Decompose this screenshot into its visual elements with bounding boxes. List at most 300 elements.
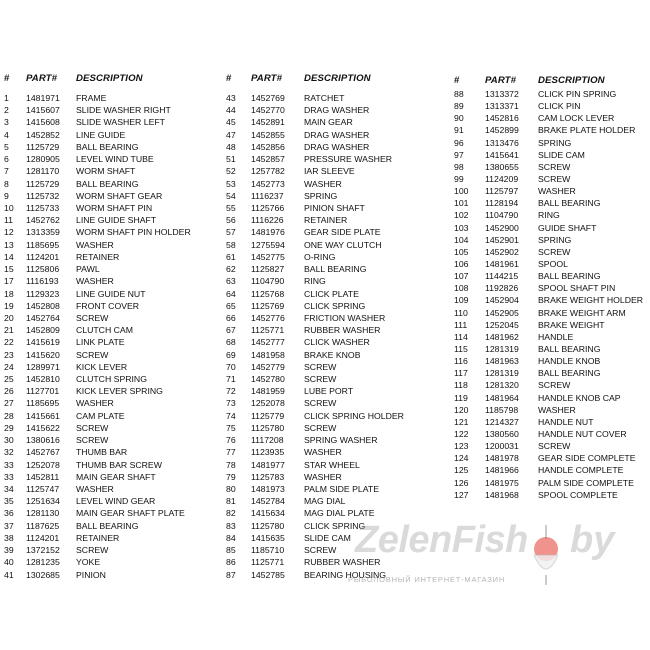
part-description: BALL BEARING <box>538 198 601 209</box>
part-number: 1124209 <box>485 173 519 184</box>
item-number: 114 <box>454 331 468 342</box>
part-description: HANDLE COMPLETE <box>538 465 624 476</box>
part-description: BALL BEARING <box>538 343 601 354</box>
item-number: 74 <box>226 410 236 421</box>
part-number: 1281320 <box>485 380 519 391</box>
part-description: SLIDE CAM <box>304 532 351 543</box>
part-description: HANDLE NUT <box>538 416 594 427</box>
parts-row <box>454 88 650 100</box>
part-number: 1275594 <box>251 239 285 250</box>
part-description: CLICK SPRING <box>304 300 366 311</box>
part-description: HANDLE NUT COVER <box>538 428 627 439</box>
parts-row <box>226 446 441 458</box>
part-number: 1415635 <box>251 532 285 543</box>
parts-row <box>4 459 219 471</box>
part-number: 1481958 <box>251 349 285 360</box>
parts-row <box>4 349 219 361</box>
part-number: 1125769 <box>251 300 285 311</box>
item-number: 8 <box>4 178 9 189</box>
parts-row <box>226 507 441 519</box>
part-number: 1129323 <box>26 288 60 299</box>
part-number: 1257782 <box>251 166 285 177</box>
parts-row <box>226 116 441 128</box>
column-header <box>454 74 650 88</box>
part-description: RETAINER <box>76 251 120 262</box>
item-number: 76 <box>226 435 236 446</box>
part-description: CLICK PLATE <box>304 288 359 299</box>
item-number: 1 <box>4 93 9 103</box>
item-number: 71 <box>226 374 236 385</box>
part-description: WASHER <box>538 186 576 197</box>
item-number: 110 <box>454 307 468 318</box>
part-description: O-RING <box>304 251 336 262</box>
part-description: FRONT COVER <box>76 300 140 311</box>
parts-row <box>454 367 650 379</box>
item-number: 70 <box>226 361 236 372</box>
part-description: CAM PLATE <box>76 410 125 421</box>
part-number: 1281170 <box>26 166 60 177</box>
part-number: 1116193 <box>26 276 59 287</box>
part-number: 1452905 <box>485 307 519 318</box>
item-number: 104 <box>454 234 469 245</box>
part-number: 1481971 <box>26 93 60 103</box>
item-number: 111 <box>454 319 468 330</box>
item-number: 115 <box>454 343 468 354</box>
parts-row <box>454 222 650 234</box>
parts-row <box>4 153 219 165</box>
part-number: 1452856 <box>251 141 285 152</box>
part-number: 1214327 <box>485 416 519 427</box>
item-number: 33 <box>4 471 14 482</box>
part-description: PALM SIDE PLATE <box>304 484 379 494</box>
part-description: RUBBER WASHER <box>304 557 381 568</box>
part-number: 1415608 <box>26 117 60 128</box>
part-number: 1281319 <box>485 343 519 354</box>
part-number: 1452900 <box>485 222 519 233</box>
parts-row <box>226 385 441 397</box>
part-number: 1452891 <box>251 117 285 128</box>
part-number: 1200031 <box>485 441 519 452</box>
parts-row <box>454 343 650 355</box>
item-number: 63 <box>226 276 236 287</box>
item-number: 26 <box>4 386 14 397</box>
parts-row <box>454 416 650 428</box>
part-description: SPRING WASHER <box>304 435 378 446</box>
part-number: 1104790 <box>251 276 285 287</box>
item-number: 29 <box>4 422 14 433</box>
part-description: SCREW <box>304 422 337 433</box>
part-number: 1313371 <box>485 101 519 112</box>
item-number: 103 <box>454 222 469 233</box>
part-description: PAWL <box>76 264 100 275</box>
part-description: MAIN GEAR SHAFT <box>76 471 156 482</box>
item-number: 98 <box>454 161 464 172</box>
part-number: 1452773 <box>251 178 285 189</box>
part-number: 1302685 <box>26 569 60 580</box>
parts-row <box>226 214 441 226</box>
item-number: 77 <box>226 447 236 458</box>
parts-column-2 <box>226 72 441 581</box>
part-description: MAG DIAL <box>304 496 346 507</box>
part-number: 1452764 <box>26 312 60 323</box>
item-number: 106 <box>454 258 469 269</box>
part-description: WASHER <box>538 404 576 415</box>
item-number: 122 <box>454 428 469 439</box>
item-number: 96 <box>454 137 464 148</box>
parts-row <box>226 556 441 568</box>
watermark-domain: by <box>570 519 615 561</box>
part-description: KICK LEVER <box>76 361 128 372</box>
part-description: ONE WAY CLUTCH <box>304 239 382 250</box>
part-number: 1452769 <box>251 93 285 103</box>
item-number: 21 <box>4 325 14 336</box>
column-header <box>226 72 441 86</box>
item-number: 3 <box>4 117 9 128</box>
parts-row <box>454 331 650 343</box>
part-number: 1452816 <box>485 113 519 124</box>
parts-row <box>454 100 650 112</box>
part-number: 1452785 <box>251 569 285 580</box>
part-number: 1125783 <box>251 471 285 482</box>
part-description: CLICK SPRING HOLDER <box>304 410 404 421</box>
parts-row <box>226 92 441 104</box>
parts-row <box>454 452 650 464</box>
parts-row <box>226 312 441 324</box>
watermark-tagline: РЫБОЛОВНЫЙ ИНТЕРНЕТ-МАГАЗИН <box>348 575 506 584</box>
item-number: 41 <box>4 569 14 580</box>
part-number: 1452780 <box>251 374 285 385</box>
item-number: 81 <box>226 496 236 507</box>
parts-row <box>226 104 441 116</box>
parts-row <box>4 263 219 275</box>
parts-row <box>454 112 650 124</box>
parts-row <box>454 161 650 173</box>
part-number: 1481961 <box>485 258 519 269</box>
part-number: 1116226 <box>251 215 284 226</box>
item-number: 28 <box>4 410 14 421</box>
item-number: 35 <box>4 496 14 507</box>
part-description: BALL BEARING <box>304 264 367 275</box>
item-number: 11 <box>4 215 14 226</box>
parts-row <box>454 440 650 452</box>
part-number: 1452770 <box>251 105 285 116</box>
parts-row <box>4 324 219 336</box>
part-number: 1192826 <box>485 283 519 294</box>
parts-row <box>454 489 650 501</box>
parts-row <box>226 153 441 165</box>
parts-row <box>226 324 441 336</box>
part-description: SCREW <box>538 246 571 257</box>
parts-row <box>454 294 650 306</box>
parts-row <box>4 92 219 104</box>
part-description: SLIDE WASHER LEFT <box>76 117 165 128</box>
item-number: 102 <box>454 210 469 221</box>
item-number: 91 <box>454 125 464 136</box>
parts-row <box>454 464 650 476</box>
parts-row <box>4 361 219 373</box>
header-description: DESCRIPTION <box>304 73 371 84</box>
part-number: 1127701 <box>26 386 60 397</box>
parts-row <box>4 385 219 397</box>
parts-row <box>4 239 219 251</box>
item-number: 40 <box>4 557 14 568</box>
item-number: 13 <box>4 239 14 250</box>
parts-column-3 <box>454 74 650 501</box>
part-description: SPOOL COMPLETE <box>538 489 618 500</box>
part-description: SPOOL <box>538 258 568 269</box>
parts-row <box>226 361 441 373</box>
part-description: CLICK PIN <box>538 101 581 112</box>
part-description: BRAKE WEIGHT ARM <box>538 307 626 318</box>
parts-row <box>454 234 650 246</box>
item-number: 62 <box>226 264 236 275</box>
part-description: DRAG WASHER <box>304 129 370 140</box>
item-number: 121 <box>454 416 469 427</box>
item-number: 79 <box>226 471 236 482</box>
item-number: 30 <box>4 435 14 446</box>
item-number: 23 <box>4 349 14 360</box>
part-description: HANDLE KNOB <box>538 356 601 367</box>
item-number: 47 <box>226 129 236 140</box>
item-number: 65 <box>226 300 236 311</box>
item-number: 118 <box>454 380 468 391</box>
item-number: 68 <box>226 337 236 348</box>
part-number: 1125771 <box>251 557 285 568</box>
parts-row <box>454 379 650 391</box>
part-description: SCREW <box>538 173 571 184</box>
part-description: BRAKE KNOB <box>304 349 361 360</box>
part-number: 1452762 <box>26 215 60 226</box>
part-number: 1123935 <box>251 447 285 458</box>
item-number: 108 <box>454 283 469 294</box>
parts-row <box>226 275 441 287</box>
item-number: 2 <box>4 105 9 116</box>
part-number: 1125806 <box>26 264 60 275</box>
parts-row <box>226 202 441 214</box>
part-description: DRAG WASHER <box>304 141 370 152</box>
part-number: 1452767 <box>26 447 60 458</box>
parts-row <box>454 404 650 416</box>
parts-row <box>4 471 219 483</box>
part-number: 1452784 <box>251 496 285 507</box>
part-number: 1481968 <box>485 489 519 500</box>
part-description: IAR SLEEVE <box>304 166 355 177</box>
part-description: PALM SIDE COMPLETE <box>538 477 634 488</box>
parts-row <box>4 410 219 422</box>
part-description: MAG DIAL PLATE <box>304 508 375 519</box>
part-number: 1125729 <box>26 141 60 152</box>
parts-row <box>226 532 441 544</box>
part-number: 1125732 <box>26 190 60 201</box>
parts-row <box>226 544 441 556</box>
part-description: WASHER <box>76 398 114 409</box>
part-number: 1380616 <box>26 435 60 446</box>
part-number: 1185695 <box>26 398 60 409</box>
column-header <box>4 72 219 86</box>
part-number: 1415634 <box>251 508 285 519</box>
part-description: SCREW <box>304 361 337 372</box>
parts-row <box>4 141 219 153</box>
item-number: 75 <box>226 422 236 433</box>
parts-row <box>4 483 219 495</box>
item-number: 107 <box>454 271 469 282</box>
parts-row <box>4 104 219 116</box>
parts-row <box>4 214 219 226</box>
part-description: LEVEL WIND TUBE <box>76 154 154 165</box>
part-description: BALL BEARING <box>538 368 601 379</box>
part-description: SPRING <box>538 234 572 245</box>
part-number: 1289971 <box>26 361 60 372</box>
part-number: 1452899 <box>485 125 519 136</box>
part-number: 1415661 <box>26 410 60 421</box>
item-number: 58 <box>226 239 236 250</box>
parts-row <box>226 251 441 263</box>
item-number: 9 <box>4 190 9 201</box>
part-number: 1481966 <box>485 465 519 476</box>
part-description: BRAKE WEIGHT <box>538 319 605 330</box>
watermark-brand: ZelenFish <box>355 519 528 561</box>
part-description: SLIDE CAM <box>538 149 585 160</box>
part-description: CAM LOCK LEVER <box>538 113 615 124</box>
part-number: 1124201 <box>26 532 60 543</box>
part-number: 1452904 <box>485 295 519 306</box>
item-number: 17 <box>4 276 14 287</box>
part-number: 1251634 <box>26 496 60 507</box>
part-number: 1281130 <box>26 508 60 519</box>
part-description: SCREW <box>76 545 109 556</box>
part-description: LINE GUIDE SHAFT <box>76 215 157 226</box>
part-description: SPOOL SHAFT PIN <box>538 283 616 294</box>
item-number: 73 <box>226 398 236 409</box>
part-number: 1452809 <box>26 325 60 336</box>
parts-row <box>226 434 441 446</box>
part-number: 1452776 <box>251 312 285 323</box>
parts-row <box>4 165 219 177</box>
part-description: WASHER <box>76 239 114 250</box>
part-description: CLUTCH CAM <box>76 325 133 336</box>
parts-row <box>454 270 650 282</box>
part-description: SCREW <box>304 374 337 385</box>
parts-row <box>4 544 219 556</box>
parts-row <box>4 190 219 202</box>
item-number: 99 <box>454 173 464 184</box>
part-description: PINION SHAFT <box>304 202 365 213</box>
item-number: 56 <box>226 215 236 226</box>
item-number: 66 <box>226 312 236 323</box>
part-description: CLICK PIN SPRING <box>538 89 617 99</box>
parts-row <box>454 185 650 197</box>
part-number: 1452779 <box>251 361 285 372</box>
parts-row <box>226 459 441 471</box>
part-description: WORM SHAFT GEAR <box>76 190 163 201</box>
part-description: DRAG WASHER <box>304 105 370 116</box>
item-number: 90 <box>454 113 464 124</box>
parts-row <box>4 178 219 190</box>
item-number: 22 <box>4 337 14 348</box>
part-description: CLUTCH SPRING <box>76 374 147 385</box>
item-number: 54 <box>226 190 236 201</box>
item-number: 19 <box>4 300 14 311</box>
part-description: HANDLE <box>538 331 574 342</box>
part-description: SPRING <box>538 137 572 148</box>
part-number: 1481959 <box>251 386 285 397</box>
part-number: 1125768 <box>251 288 285 299</box>
part-number: 1125779 <box>251 410 285 421</box>
part-description: WASHER <box>76 276 114 287</box>
parts-row <box>226 178 441 190</box>
item-number: 36 <box>4 508 14 519</box>
part-description: CLICK WASHER <box>304 337 370 348</box>
parts-row <box>454 209 650 221</box>
part-description: MAIN GEAR <box>304 117 353 128</box>
part-number: 1281319 <box>485 368 519 379</box>
parts-row <box>454 173 650 185</box>
parts-row <box>4 569 219 581</box>
part-description: SCREW <box>538 161 571 172</box>
part-description: LINK PLATE <box>76 337 125 348</box>
part-number: 1185695 <box>26 239 60 250</box>
item-number: 51 <box>226 154 236 165</box>
parts-row <box>454 392 650 404</box>
part-description: BALL BEARING <box>76 178 139 189</box>
part-description: GUIDE SHAFT <box>538 222 597 233</box>
part-number: 1125780 <box>251 520 285 531</box>
item-number: 101 <box>454 198 469 209</box>
item-number: 55 <box>226 202 236 213</box>
item-number: 97 <box>454 149 464 160</box>
part-description: RING <box>538 210 560 221</box>
parts-row <box>226 495 441 507</box>
header-part-number: PART# <box>485 75 517 86</box>
parts-row <box>4 251 219 263</box>
parts-row <box>226 569 441 581</box>
item-number: 24 <box>4 361 14 372</box>
fishing-bobber-icon <box>528 525 564 585</box>
item-number: 89 <box>454 101 464 112</box>
item-number: 14 <box>4 251 14 262</box>
part-description: RUBBER WASHER <box>304 325 381 336</box>
part-number: 1185710 <box>251 545 285 556</box>
item-number: 124 <box>454 453 469 464</box>
parts-row <box>4 336 219 348</box>
part-number: 1452857 <box>251 154 285 165</box>
parts-row <box>454 355 650 367</box>
item-number: 57 <box>226 227 236 238</box>
part-description: WASHER <box>304 178 342 189</box>
item-number: 69 <box>226 349 236 360</box>
parts-row <box>226 141 441 153</box>
header-part-number: PART# <box>251 73 283 84</box>
header-number: # <box>226 73 232 84</box>
part-description: MAIN GEAR SHAFT PLATE <box>76 508 185 519</box>
parts-row <box>226 373 441 385</box>
part-number: 1452775 <box>251 251 285 262</box>
part-description: SLIDE WASHER RIGHT <box>76 105 171 116</box>
part-number: 1117208 <box>251 435 284 446</box>
item-number: 20 <box>4 312 14 323</box>
parts-row <box>454 124 650 136</box>
part-number: 1481963 <box>485 356 519 367</box>
item-number: 119 <box>454 392 468 403</box>
item-number: 72 <box>226 386 236 397</box>
header-part-number: PART# <box>26 73 58 84</box>
parts-row <box>4 434 219 446</box>
part-number: 1372152 <box>26 545 60 556</box>
header-number: # <box>454 75 460 86</box>
part-number: 1125733 <box>26 202 60 213</box>
part-description: RING <box>304 276 326 287</box>
item-number: 126 <box>454 477 469 488</box>
